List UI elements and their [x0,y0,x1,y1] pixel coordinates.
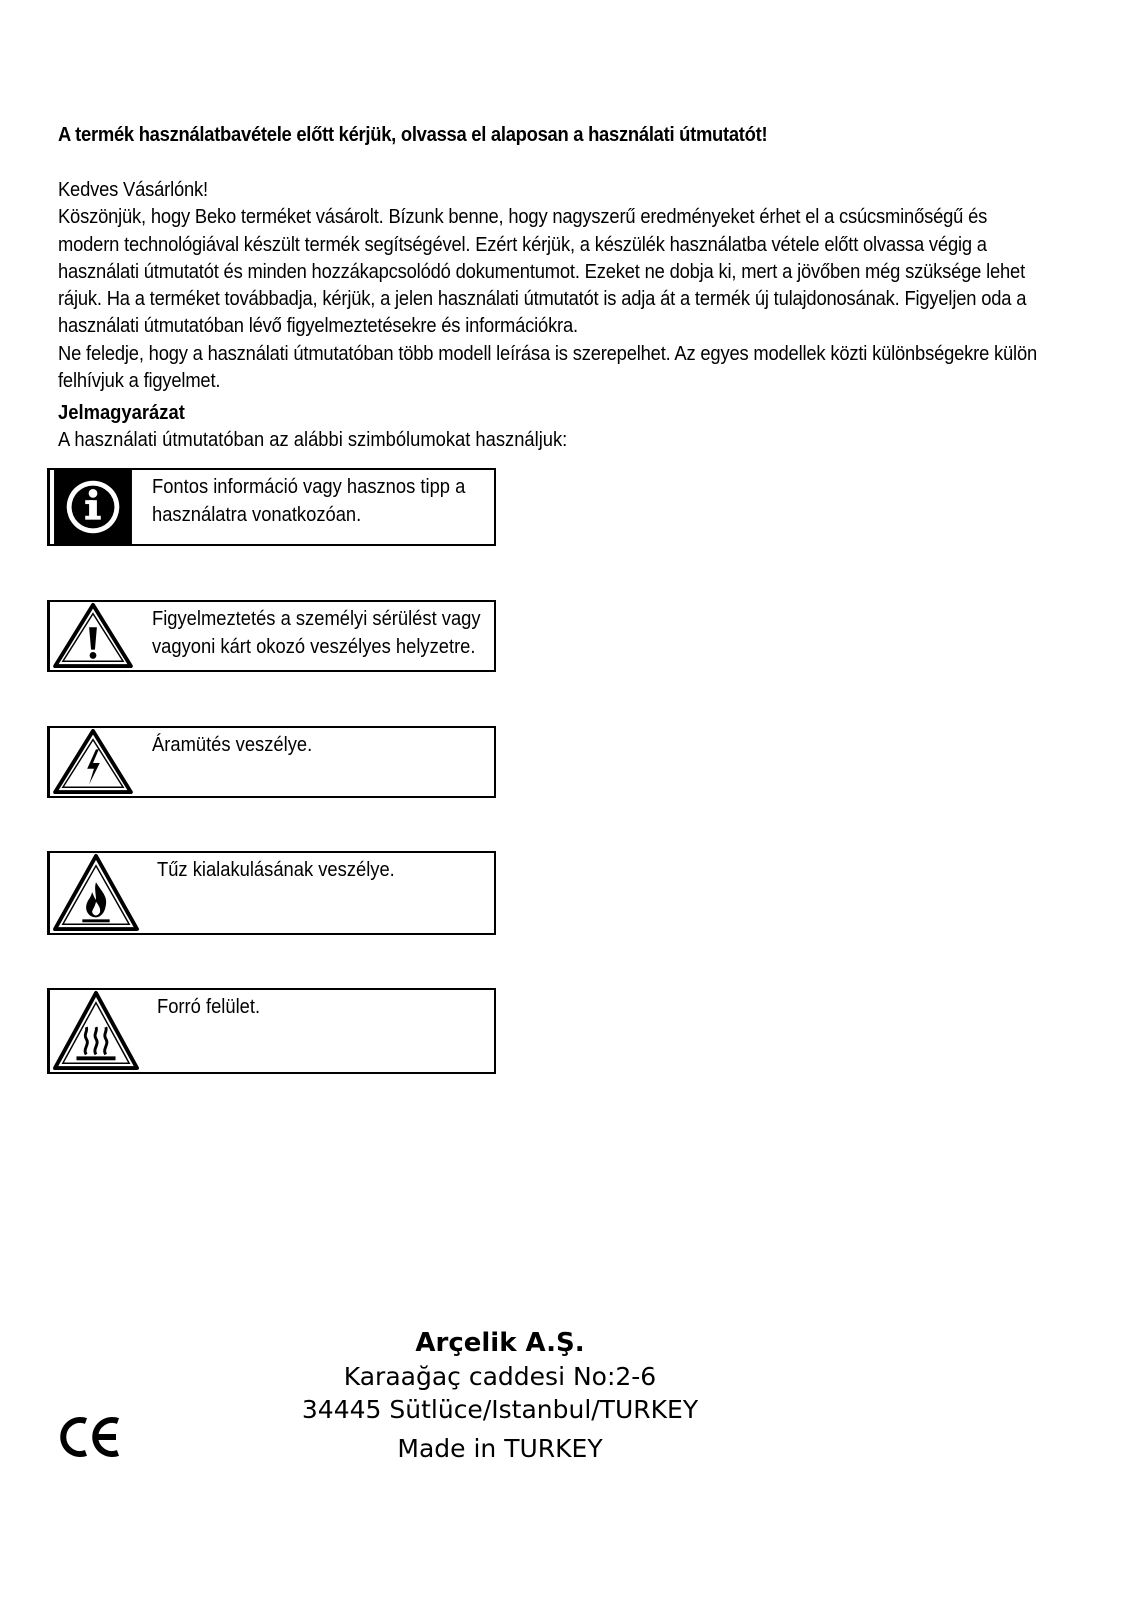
symbol-fire-box [47,851,496,935]
legend-title: Jelmagyarázat [58,402,185,424]
company-name: Arçelik A.Ş. [415,1328,585,1358]
address-line-2: 34445 Sütlüce/Istanbul/TURKEY [301,1395,699,1424]
address-line-1: Karaağaç caddesi No:2-6 [343,1362,657,1391]
page-title: A termék használatbavétele előtt kérjük, olvassa el alaposan a használati útmutatót! [58,124,768,146]
intro-paragraph-2: Ne feledje, hogy a használati útmutatóban több modell leírása is szerepelhet. Az egyes modellek közti különbségekre külön felhívjuk a figyelmet. [58,342,1038,393]
symbol-warning-box [47,600,496,672]
symbol-hot-surface-box [47,988,496,1074]
legend-intro: A használati útmutatóban az alábbi szimbólumokat használjuk: [58,429,568,451]
ce-mark-icon [56,1415,122,1459]
symbol-info-box [47,468,496,546]
symbol-electric-text: Áramütés veszélye. [152,734,313,756]
symbol-fire-text: Tűz kialakulásának veszélye. [157,859,395,881]
greeting: Kedves Vásárlónk! [58,179,208,201]
symbol-warning-text: Figyelmeztetés a személyi sérülést vagy vagyoni kárt okozó veszélyes helyzetre. [152,608,481,658]
symbol-hot-surface-text: Forró felület. [157,996,261,1018]
info-icon [50,470,136,544]
symbol-info-text: Fontos információ vagy hasznos tipp a használatra vonatkozóan. [152,476,466,526]
made-in: Made in TURKEY [397,1434,603,1463]
manufacturer-address [300,1326,700,1465]
warning-icon [50,602,136,670]
hot-surface-icon [50,990,142,1072]
intro-text [58,177,1049,395]
symbol-electric-box [47,726,496,798]
intro-paragraph-1: Köszönjük, hogy Beko terméket vásárolt. Bízunk benne, hogy nagyszerű eredményeket érhet el a csúcsminőségű és modern technológiával készült termék segítségével. Ezért kérjük, a készülék használatba vétele előtt olvassa végig a használati útmutatót és minden hozzákapcsolódó dokumentumot. Ezeket ne dobja ki, mert a jövőben még szüksége lehet rájuk. Ha a terméket továbbadja, kérjük, a jelen használati útmutatót is adja át a termék új tulajdonosának. Figyeljen oda a használati útmutatóban lévő figyelmeztetésekre és információkra. [58,206,1027,338]
fire-hazard-icon [50,853,142,933]
electric-shock-icon [50,728,136,796]
